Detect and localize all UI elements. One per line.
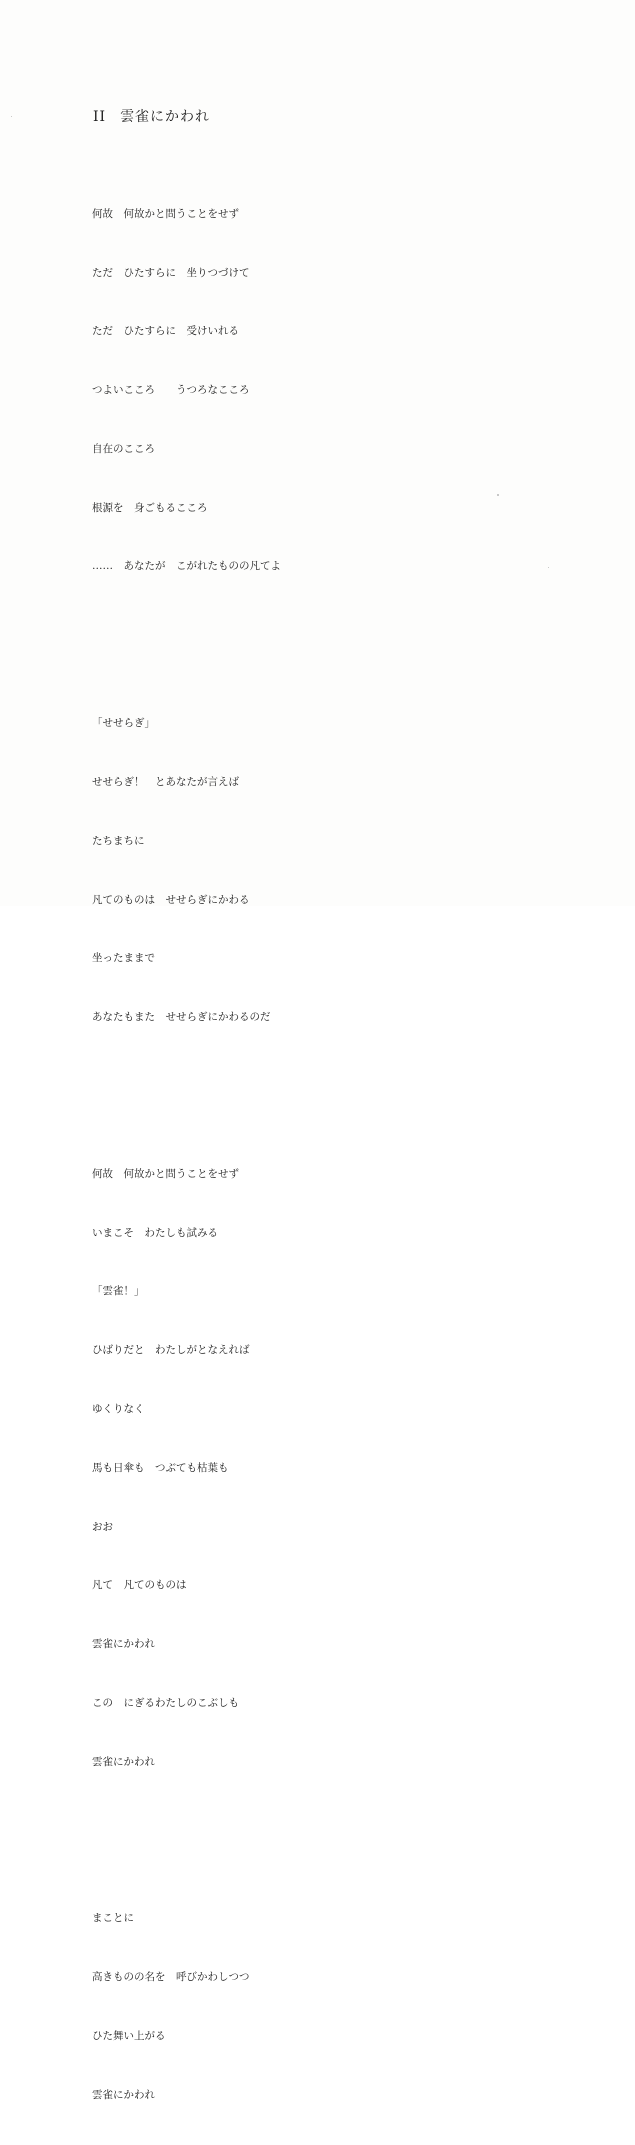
section-numeral: II	[93, 109, 107, 125]
section-title: 雲雀にかわれ	[120, 109, 211, 125]
poem-line: あなたもまた せせらぎにかわるのだ	[92, 1011, 271, 1024]
scan-speck	[497, 494, 499, 496]
poem-line: 雲雀にかわれ	[92, 2088, 155, 2101]
poem-line: 自在のこころ	[92, 442, 155, 455]
poem-line: ただ ひたすらに 受けいれる	[92, 325, 239, 338]
poem-line: たちまちに	[92, 834, 145, 847]
poem-line: ゆくりなく	[92, 1403, 145, 1415]
poem-line: 坐ったままで	[92, 952, 155, 965]
poem-line: 雲雀にかわれ	[92, 1755, 155, 1768]
poem-line: 何故 何故かと問うことをせず	[92, 207, 239, 220]
stanza-break	[92, 1811, 281, 1831]
section-heading	[93, 106, 210, 126]
stanza-break	[92, 616, 281, 636]
poem-line: 凡てのものは せせらぎにかわる	[92, 893, 250, 906]
poem-line: ひばりだと わたしがとなえれば	[92, 1344, 250, 1357]
poem-line: 何故 何故かと問うことをせず	[92, 1167, 239, 1180]
poem-line: ひた舞い上がる	[92, 2030, 166, 2042]
poem-line: 凡て 凡てのものは	[92, 1579, 187, 1592]
poem-line: 「せせらぎ」	[92, 717, 155, 730]
poem-line: ただ ひたすらに 坐りつづけて	[92, 266, 250, 279]
poem-line: せせらぎ！ とあなたが言えば	[92, 776, 239, 788]
poem-line: この にぎるわたしのこぶしも	[92, 1696, 239, 1709]
poem-line: 高きものの名を 呼びかわしつつ	[92, 1971, 250, 1984]
poem-body	[92, 146, 281, 2145]
poem-line: 「雲雀！」	[92, 1285, 145, 1298]
poem-line: …… あなたが こがれたものの凡てよ	[92, 560, 281, 573]
poem-line: まことに	[92, 1912, 134, 1925]
scan-speck	[548, 567, 549, 568]
stanza-break	[92, 1067, 281, 1087]
poem-line: つよいこころ うつろなこころ	[92, 384, 250, 397]
poem-line: おお	[92, 1520, 113, 1533]
poem-line: 根源を 身ごもるこころ	[92, 501, 208, 514]
poem-line: いまこそ わたしも試みる	[92, 1226, 218, 1239]
poem-line: 馬も日傘も つぶても枯葉も	[92, 1461, 229, 1474]
poem-line: 雲雀にかわれ	[92, 1638, 155, 1651]
scan-speck	[11, 116, 12, 117]
